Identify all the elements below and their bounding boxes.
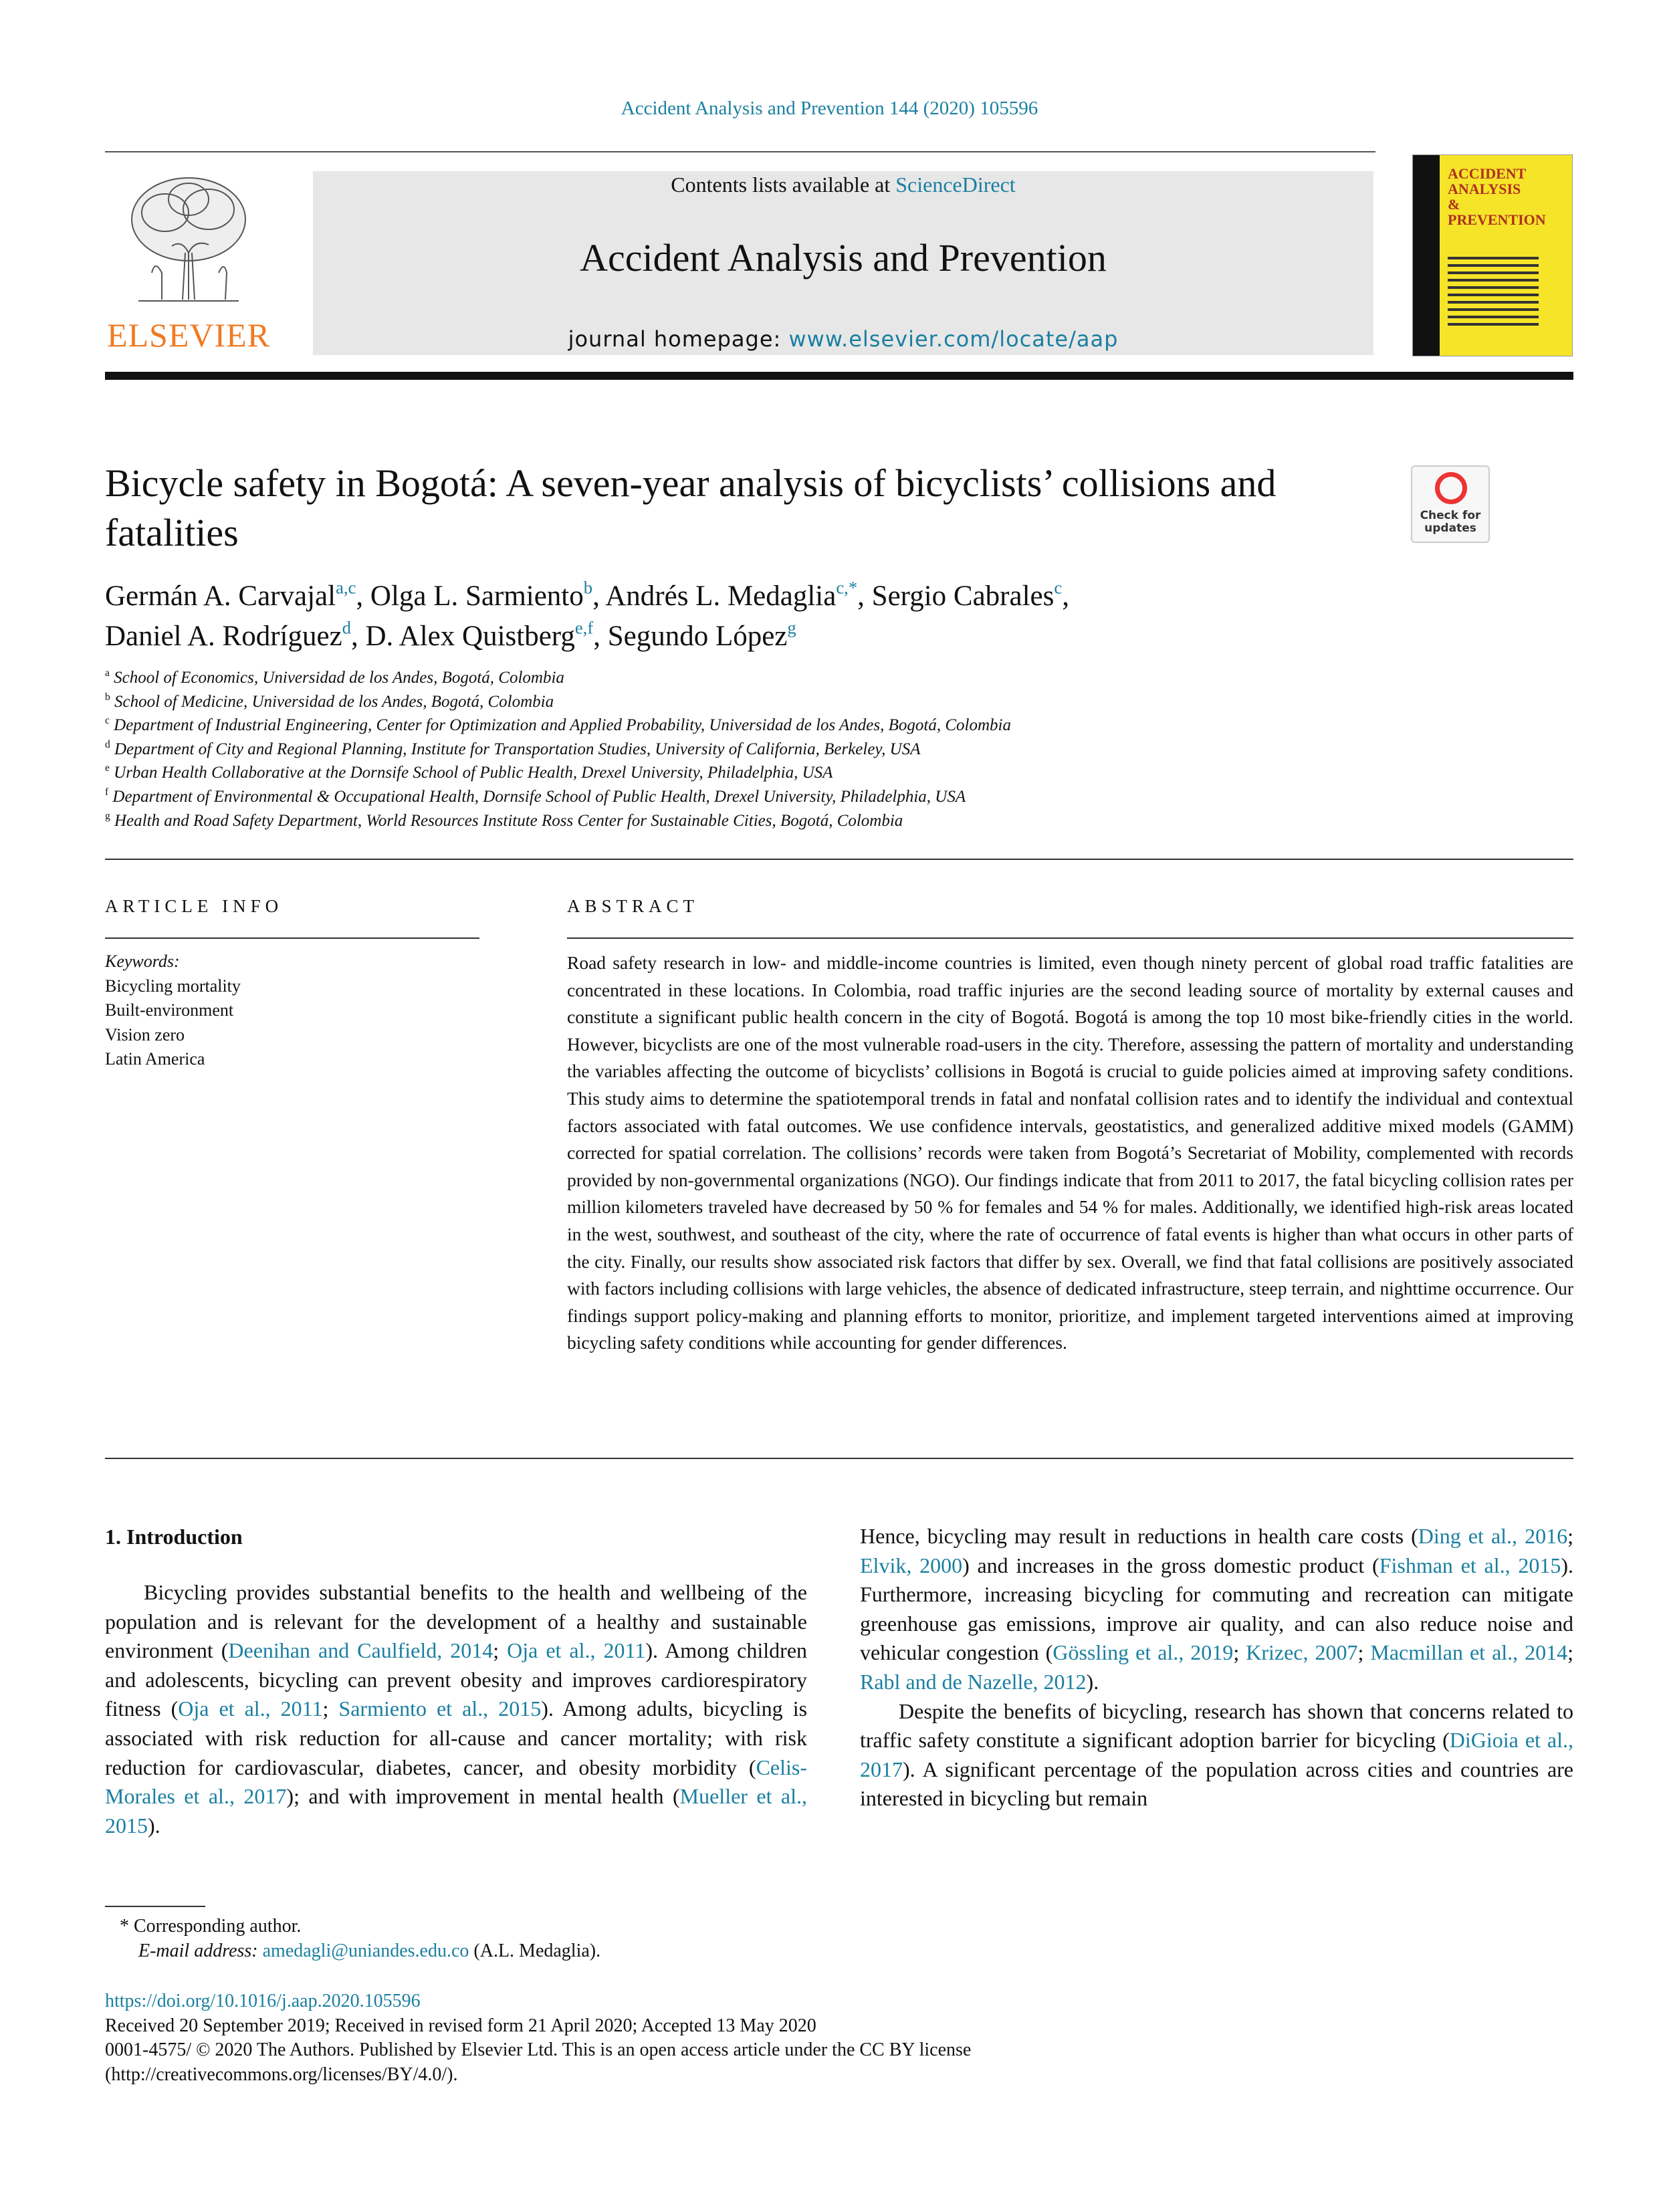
header-rule [105, 151, 1375, 152]
affiliation-text: Department of Industrial Engineering, Center for Optimization and Applied Probability, Universidad de los Andes, Bogotá, Colombia [109, 716, 1011, 735]
tree-emblem-icon [125, 173, 252, 306]
paragraph-text: ). Furthermore, increasing bicycling for commuting and recreation can mitigate greenhouse gas emissions, improve air quality, and can also reduce noise and vehicular congestion ( [860, 1553, 1574, 1665]
affiliation-text: School of Economics, Universidad de los Andes, Bogotá, Colombia [109, 669, 564, 687]
paragraph-text: ; [1567, 1524, 1574, 1548]
paragraph-text: ). Among adults, bicycling is associated with risk reduction for all-cause and cancer mortality; with risk reduction for cardiovascular, diabetes, cancer, and obesity morbidity ( [105, 1696, 808, 1779]
author-separator: , [1062, 580, 1069, 612]
section-rule [105, 859, 1573, 860]
paragraph-text: ; [493, 1638, 508, 1663]
journal-cover[interactable] [1412, 154, 1573, 356]
paragraph-text: ; [322, 1696, 339, 1721]
keywords-label: Keywords: [105, 952, 180, 971]
footnote-rule [105, 1906, 205, 1907]
email-link[interactable]: amedagli@uniandes.edu.co [262, 1941, 469, 1961]
footnote [105, 1914, 907, 1963]
author-separator: , [592, 580, 606, 612]
paragraph-text: ). [148, 1813, 160, 1838]
abstract-bottom-rule [105, 1458, 1573, 1459]
cover-contents-lines [1448, 257, 1561, 330]
keywords-block [105, 950, 479, 1072]
paragraph-text: ). [1086, 1669, 1099, 1694]
citation-link[interactable]: Sarmiento et al., 2015 [338, 1696, 542, 1721]
license-line: (http://creativecommons.org/licenses/BY/4.0/). [105, 2064, 458, 2085]
author-name: Germán A. Carvajal [105, 580, 336, 612]
abstract-text: Road safety research in low- and middle-income countries is limited, even though ninety percent of global road traffic fatalities are concentrated in these locations. In Colombia, road traffic injuries are the second leading source of mortality by external causes and constitute a significant public health concern in the city of Bogotá. Bogotá is among the top 10 most bike-friendly cities in the world. However, bicyclists are one of the most vulnerable road-users in the city. Therefore, assessing the pattern of mortality and understanding the variables affecting the outcome of bicyclists’ collisions in Bogotá is crucial to guide policies aimed at improving safety conditions. This study aims to determine the spatiotemporal trends in fatal and nonfatal collision rates and to identify the individual and contextual factors associated with fatal outcomes. We use confidence intervals, geostatistics, and generalized additive mixed models (GAMM) corrected for spatial correlation. The collisions’ records were taken from Bogotá’s Secretariat of Mobility, complemented with records provided by non-governmental organizations (NGO). Our findings indicate that from 2011 to 2017, the fatal bicycling collision rates per million kilometers traveled have decreased by 50 % for females and 54 % for males. Additionally, we identified high-risk areas located in the west, southwest, and southeast of the city, where the rate of occurrence of fatal events is higher than what occurs in other parts of the city. Finally, our results show associated risk factors that differ by sex. Overall, we find that fatal collisions are positively associated with factors including collisions with large vehicles, the absence of dedicated infrastructure, steep terrain, and nighttime occurrence. Our findings support policy-making and planning efforts to monitor, prioritize, and implement targeted interventions aimed at improving bicycling safety conditions while accounting for gender differences. [567, 952, 1573, 1353]
affiliation-mark: c [105, 715, 110, 727]
cover-title-line: ACCIDENT [1448, 165, 1527, 182]
affiliation [105, 809, 1543, 833]
authors-line-2 [105, 617, 1509, 657]
paragraph-text: Bicycling provides substantial benefits to the health and wellbeing of the population and is relevant for the development of a healthy and sustainable environment ( [105, 1580, 807, 1663]
author-separator: , [356, 580, 370, 612]
abstract-rule [567, 937, 1573, 939]
author-affiliation-mark[interactable]: c [1054, 577, 1063, 598]
article-info-heading: ARTICLE INFO [105, 896, 284, 916]
check-updates-icon [1435, 472, 1467, 504]
affiliation-text: School of Medicine, Universidad de los Andes, Bogotá, Colombia [110, 692, 554, 711]
citation-link[interactable]: Gössling et al., 2019 [1053, 1640, 1234, 1665]
paragraph-text: Hence, bicycling may result in reductions in health care costs ( [860, 1524, 1418, 1548]
affiliation-mark: b [105, 691, 110, 703]
author-separator: , [351, 621, 366, 652]
citation-link[interactable]: DiGioia et al., 2017 [860, 1728, 1574, 1781]
author-name: Andrés L. Medaglia [605, 580, 837, 612]
paragraph-text: ). A significant percentage of the population across cities and countries are interested in bicycling but remain [860, 1757, 1573, 1811]
citation-link[interactable]: Rabl and de Nazelle, 2012 [860, 1669, 1087, 1694]
keyword: Latin America [105, 1049, 205, 1069]
corresponding-author-note: * Corresponding author. [120, 1916, 302, 1937]
affiliation [105, 666, 1543, 690]
author-list [105, 576, 1509, 657]
contents-line [313, 171, 1373, 198]
author-name: Daniel A. Rodríguez [105, 621, 342, 652]
affiliation-text: Health and Road Safety Department, World Resources Institute Ross Center for Sustainable Cities, Bogotá, Colombia [110, 811, 903, 830]
author-name: Olga L. Sarmiento [370, 580, 584, 612]
check-updates-label [1412, 510, 1488, 535]
author-affiliation-mark[interactable]: d [342, 617, 351, 638]
citation-link[interactable]: Ding et al., 2016 [1418, 1524, 1568, 1548]
citation-link[interactable]: Elvik, 2000 [860, 1553, 963, 1577]
check-for-updates-badge[interactable] [1411, 465, 1490, 543]
email-owner: (A.L. Medaglia). [469, 1941, 601, 1961]
cover-title-line: PREVENTION [1448, 211, 1546, 228]
paragraph-text: ; [1357, 1640, 1371, 1665]
journal-name: Accident Analysis and Prevention [580, 236, 1107, 280]
author-name: D. Alex Quistberg [365, 621, 575, 652]
affiliation-text: Department of City and Regional Planning, Institute for Transportation Studies, University of California, Berkeley, USA [110, 740, 921, 758]
elsevier-logo[interactable] [105, 173, 272, 354]
affiliation [105, 713, 1543, 738]
author-affiliation-mark[interactable]: g [787, 617, 796, 638]
paragraph-text: ; [1233, 1640, 1246, 1665]
author-affiliation-mark[interactable]: b [583, 577, 593, 598]
affiliation-mark: d [105, 738, 110, 750]
citation-link[interactable]: Oja et al., 2011 [178, 1696, 323, 1721]
sciencedirect-link[interactable]: ScienceDirect [895, 173, 1016, 197]
doi-link[interactable]: https://doi.org/10.1016/j.aap.2020.105596 [105, 1991, 421, 2011]
homepage-link[interactable]: www.elsevier.com/locate/aap [788, 326, 1119, 352]
article-title: Bicycle safety in Bogotá: A seven-year analysis of bicyclists’ collisions and fatalities [105, 461, 1277, 554]
paragraph-text: ); and with improvement in mental health ( [286, 1784, 680, 1809]
keyword: Built-environment [105, 1000, 234, 1020]
citation-link[interactable]: Fishman et al., 2015 [1379, 1553, 1561, 1577]
license-line: 0001-4575/ © 2020 The Authors. Published by Elsevier Ltd. This is an open access article under the CC BY license [105, 2039, 972, 2060]
cover-title-line: & [1448, 196, 1460, 213]
author-separator: , [857, 580, 872, 612]
header-thick-rule [105, 372, 1573, 380]
affiliation-mark: g [105, 810, 110, 822]
author-name: Segundo López [607, 621, 788, 652]
email-line [105, 1939, 907, 1963]
homepage-line [313, 326, 1373, 352]
article-info-rule [105, 937, 479, 939]
paragraph-text: Despite the benefits of bicycling, research has shown that concerns related to traffic safety constitute a significant adoption barrier for bicycling ( [860, 1698, 1573, 1753]
citation-link[interactable]: Krizec, 2007 [1246, 1640, 1358, 1665]
contents-prefix: Contents lists available at [671, 173, 896, 197]
publication-info [105, 1989, 1509, 2087]
citation-link[interactable]: Mueller et al., 2015 [105, 1784, 808, 1838]
abstract-heading: ABSTRACT [567, 896, 699, 916]
paragraph [105, 1578, 807, 1840]
affiliation [105, 761, 1543, 785]
author-separator: , [593, 621, 608, 652]
paragraph-text: ; [1567, 1640, 1574, 1665]
affiliation [105, 738, 1543, 762]
affiliation [105, 785, 1543, 809]
check-updates-text: updates [1424, 522, 1476, 535]
elsevier-wordmark: ELSEVIER [106, 316, 271, 354]
authors-line-1 [105, 576, 1509, 617]
author-affiliation-mark[interactable]: e,f [574, 617, 594, 638]
citation-link[interactable]: Deenihan and Caulfield, 2014 [228, 1638, 493, 1663]
affiliation-text: Urban Health Collaborative at the Dornsife School of Public Health, Drexel University, Philadelphia, USA [109, 764, 833, 782]
body-column-right [860, 1522, 1573, 1813]
author-name: Sergio Cabrales [871, 580, 1055, 612]
homepage-prefix: journal homepage: [568, 326, 789, 352]
paragraph-text: ) and increases in the gross domestic product ( [962, 1553, 1379, 1577]
affiliation-text: Department of Environmental & Occupational Health, Dornsife School of Public Health, Drexel University, Philadelphia, USA [108, 787, 966, 806]
author-affiliation-mark[interactable]: c,* [836, 577, 858, 598]
introduction-heading: 1. Introduction [105, 1525, 243, 1549]
citation-link[interactable]: Macmillan et al., 2014 [1370, 1640, 1568, 1665]
author-affiliation-mark[interactable]: a,c [336, 577, 356, 598]
affiliation-mark: f [105, 786, 109, 798]
keyword: Vision zero [105, 1024, 185, 1044]
affiliation [105, 690, 1543, 714]
cover-title [1448, 166, 1546, 227]
affiliation-mark: a [105, 667, 110, 679]
keyword: Bicycling mortality [105, 976, 241, 996]
paragraph-text: ). Among children and adolescents, bicycling can prevent obesity and improves cardiorespiratory fitness ( [105, 1638, 808, 1721]
paragraph [860, 1522, 1573, 1697]
affiliation-mark: e [105, 762, 110, 774]
body-column-left [105, 1578, 807, 1840]
email-label: E-mail address: [138, 1941, 263, 1961]
affiliations [105, 666, 1543, 833]
check-updates-text: Check for [1420, 509, 1481, 522]
citation-link[interactable]: Celis-Morales et al., 2017 [105, 1755, 807, 1809]
cover-title-line: ANALYSIS [1448, 181, 1521, 197]
cover-strip [1413, 155, 1440, 356]
journal-reference[interactable]: Accident Analysis and Prevention 144 (2020) 105596 [621, 98, 1038, 119]
citation-link[interactable]: Oja et al., 2011 [507, 1638, 646, 1663]
paragraph [860, 1697, 1573, 1813]
received-dates: Received 20 September 2019; Received in revised form 21 April 2020; Accepted 13 May 2020 [105, 2015, 816, 2036]
